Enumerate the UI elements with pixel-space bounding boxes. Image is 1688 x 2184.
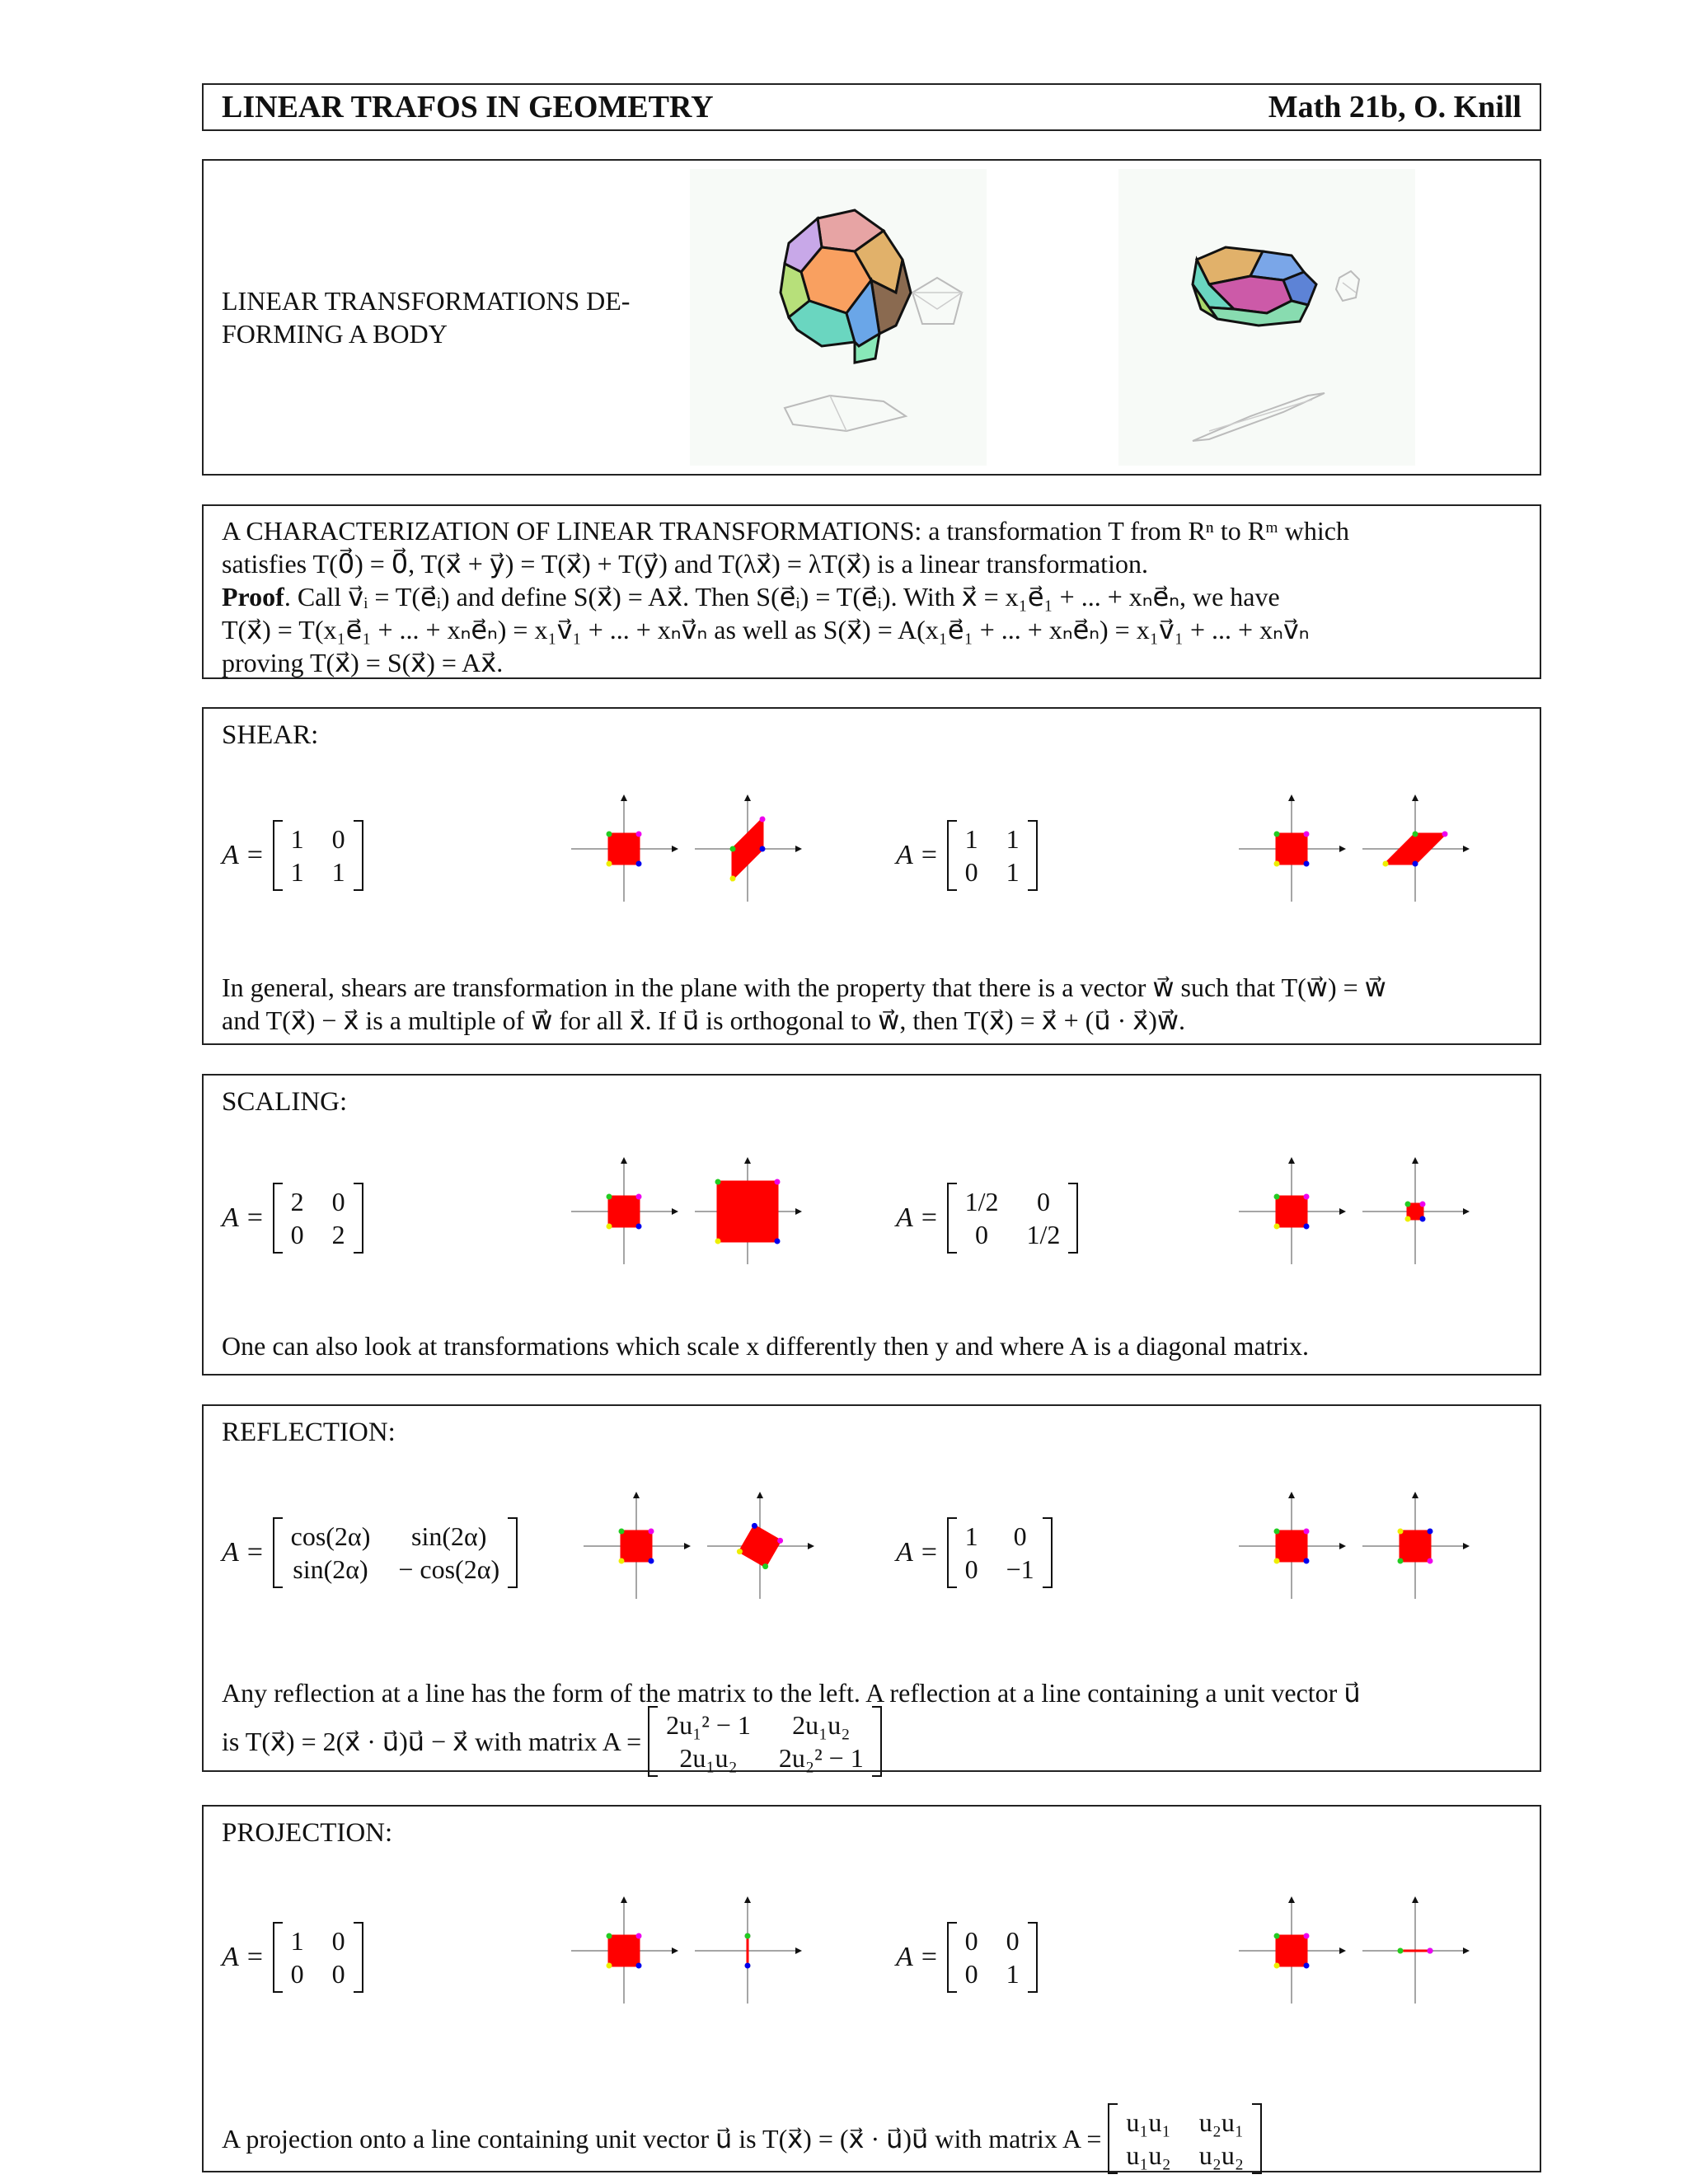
projection-box — [202, 1805, 1541, 2172]
corner-point — [636, 1933, 642, 1939]
corner-point — [1304, 1529, 1310, 1535]
x-axis-arrow — [1339, 846, 1346, 852]
corner-point — [760, 817, 766, 823]
matrix-cell: 0 — [964, 1554, 978, 1584]
matrix-cell: u₂u₁ — [1198, 2107, 1244, 2137]
matrix-lhs: A = — [896, 1537, 939, 1568]
corner-point — [1398, 1529, 1404, 1535]
reflection-plot-1b — [702, 1488, 818, 1604]
corner-point — [1420, 1216, 1426, 1222]
shear-heading: SHEAR: — [222, 720, 319, 750]
corner-point — [636, 861, 642, 867]
matrix-cell: 0 — [331, 824, 345, 854]
matrix-lhs: A = — [896, 840, 939, 870]
corner-point — [1274, 861, 1280, 867]
x-axis-arrow — [808, 1543, 814, 1549]
matrix-cell: 2u₁u₂ — [792, 1710, 851, 1740]
corner-point — [745, 1963, 751, 1969]
matrix-cell: u₁u₂ — [1126, 2140, 1171, 2170]
matrix-cell: 0 — [964, 1959, 978, 1989]
projection-plot-1b — [690, 1893, 805, 2008]
reflection-plot-2b — [1357, 1488, 1473, 1604]
x-axis-arrow — [1339, 1947, 1346, 1954]
projection-plot-2b — [1357, 1893, 1473, 2008]
transformed-square — [718, 1182, 777, 1241]
characterization-line-3 — [222, 580, 1280, 613]
transformed-square — [1277, 1936, 1306, 1966]
matrix-cell: 2 — [290, 1187, 304, 1216]
corner-point — [1428, 1948, 1433, 1954]
corner-point — [636, 1963, 642, 1969]
x-axis-arrow — [684, 1543, 691, 1549]
corner-point — [737, 1549, 743, 1554]
x-axis-arrow — [1463, 1543, 1470, 1549]
corner-point — [1274, 1933, 1280, 1939]
matrix-cell: 2u₁u₂ — [679, 1743, 738, 1773]
shear-text-1: In general, shears are transformation in the plane with the property that there is a vector w⃗ such that T(w⃗) = w⃗ — [222, 972, 1386, 1002]
x-axis-arrow — [1463, 846, 1470, 852]
x-axis-arrow — [672, 846, 678, 852]
transformed-square — [739, 1526, 780, 1566]
corner-point — [1304, 1194, 1310, 1200]
transformed-square — [609, 834, 639, 864]
y-axis-arrow — [633, 1492, 640, 1498]
matrix-cell: 0 — [290, 1959, 304, 1989]
corner-point — [730, 846, 736, 852]
characterization-line-5: proving T(x⃗) = S(x⃗) = Ax⃗. — [222, 648, 504, 677]
matrix-lhs: A = — [896, 1202, 939, 1233]
matrix-lhs: A = — [896, 1942, 939, 1972]
x-axis-arrow — [672, 1208, 678, 1215]
corner-point — [775, 1239, 781, 1244]
matrix-cell: 0 — [331, 1187, 345, 1216]
corner-point — [1383, 861, 1389, 867]
projection-matrix-2 — [896, 1922, 1038, 1993]
shear-plot-1b — [690, 791, 805, 907]
y-axis-arrow — [1412, 1896, 1418, 1903]
matrix-cell: 1 — [964, 1521, 978, 1551]
corner-point — [752, 1523, 757, 1529]
matrix-cell: 0 — [331, 1926, 345, 1956]
matrix-cell: 1 — [290, 824, 304, 854]
corner-point — [760, 846, 766, 852]
reflection-text-1: Any reflection at a line has the form of the matrix to the left. A reflection at a line containing a unit vector u⃗ — [222, 1678, 1361, 1708]
corner-point — [1398, 1558, 1404, 1564]
shear-box — [202, 707, 1541, 1045]
matrix-cell: sin(2α) — [293, 1554, 368, 1584]
corner-point — [1304, 832, 1310, 837]
corner-point — [1304, 1224, 1310, 1230]
proof-text: . Call v⃗ᵢ = T(e⃗ᵢ) and define S(x⃗) = Ax⃗. Then S(e⃗ᵢ) = T(e⃗ᵢ). With x⃗ = x₁e⃗₁ + ... + xₙe⃗ₙ, we have — [284, 582, 1280, 612]
matrix-cell: 1 — [331, 857, 345, 887]
matrix-lhs: A = — [222, 1942, 265, 1972]
corner-point — [1304, 1933, 1310, 1939]
corner-point — [607, 861, 612, 867]
matrix-cell: u₂u₂ — [1198, 2140, 1244, 2170]
characterization-box — [202, 504, 1541, 679]
x-axis-arrow — [672, 1947, 678, 1954]
shear-plot-1a — [566, 791, 682, 907]
y-axis-arrow — [757, 1492, 763, 1498]
shear-text-2: and T(x⃗) − x⃗ is a multiple of w⃗ for all x⃗. If u⃗ is orthogonal to w⃗, then T(x⃗) = x⃗ + (u⃗ · x⃗)w⃗. — [222, 1005, 1186, 1035]
polyhedron-figure-2 — [1118, 169, 1415, 466]
transformed-square — [1400, 1531, 1430, 1561]
projection-plot-1a — [566, 1893, 682, 2008]
matrix-cell: 1 — [1006, 857, 1020, 887]
matrix-lhs: A = — [222, 840, 265, 870]
corner-point — [1413, 832, 1418, 837]
intro-line-1: LINEAR TRANSFORMATIONS DE- — [222, 286, 631, 316]
scaling-plot-1b — [690, 1154, 805, 1269]
scaling-plot-2a — [1234, 1154, 1349, 1269]
matrix-cell: 0 — [331, 1959, 345, 1989]
corner-point — [607, 1194, 612, 1200]
corner-point — [1428, 1529, 1433, 1535]
matrix-cell: 0 — [964, 1926, 978, 1956]
matrix-cell: 1 — [290, 1926, 304, 1956]
corner-point — [636, 1224, 642, 1230]
projection-plot-2a — [1234, 1893, 1349, 2008]
corner-point — [777, 1538, 783, 1544]
matrix-cell: 1 — [290, 857, 304, 887]
corner-point — [636, 1194, 642, 1200]
corner-point — [607, 1224, 612, 1230]
matrix-cell: −1 — [1006, 1554, 1034, 1584]
y-axis-arrow — [1288, 794, 1295, 801]
reflection-plot-1a — [579, 1488, 694, 1604]
matrix-cell: 0 — [1036, 1187, 1050, 1216]
corner-point — [1274, 1963, 1280, 1969]
shear-plot-2b — [1357, 791, 1473, 907]
y-axis-arrow — [744, 1896, 751, 1903]
x-axis-arrow — [1339, 1208, 1346, 1215]
corner-point — [1398, 1948, 1404, 1954]
x-axis-arrow — [795, 1208, 802, 1215]
transformed-square — [1277, 1531, 1306, 1561]
author-label: Math 21b, O. Knill — [1268, 90, 1522, 124]
reflection-matrix-2 — [896, 1517, 1053, 1588]
matrix-cell: 1 — [1006, 1959, 1020, 1989]
projection-heading: PROJECTION: — [222, 1818, 393, 1848]
matrix-cell: 0 — [964, 857, 978, 887]
reflection-box — [202, 1404, 1541, 1772]
corner-point — [619, 1529, 625, 1535]
corner-point — [745, 1933, 751, 1939]
y-axis-arrow — [1288, 1492, 1295, 1498]
matrix-cell: 1/2 — [964, 1187, 999, 1216]
corner-point — [1274, 832, 1280, 837]
characterization-line-2: satisfies T(0⃗) = 0⃗, T(x⃗ + y⃗) = T(x⃗) + T(y⃗) and T(λx⃗) = λT(x⃗) is a linear transformation. — [222, 549, 1148, 579]
corner-point — [649, 1558, 654, 1564]
y-axis-arrow — [621, 794, 627, 801]
matrix-cell: 0 — [1006, 1926, 1020, 1956]
characterization-line-4: T(x⃗) = T(x₁e⃗₁ + ... + xₙe⃗ₙ) = x₁v⃗₁ + ... + xₙv⃗ₙ as well as S(x⃗) = A(x₁e⃗₁ + ... + xₙe⃗ₙ) = x₁v⃗₁ + ... + xₙv⃗ₙ — [222, 615, 1310, 644]
x-axis-arrow — [1339, 1543, 1346, 1549]
transformed-square — [1277, 834, 1306, 864]
corner-point — [619, 1558, 625, 1564]
x-axis-arrow — [1463, 1947, 1470, 1954]
shear-matrix-1 — [222, 820, 363, 891]
projection-text-1 — [222, 2103, 1262, 2174]
scaling-matrix-2 — [896, 1183, 1078, 1254]
x-axis-arrow — [1463, 1208, 1470, 1215]
scaling-box — [202, 1074, 1541, 1376]
corner-point — [607, 1933, 612, 1939]
corner-point — [1274, 1529, 1280, 1535]
corner-point — [1274, 1194, 1280, 1200]
corner-point — [1304, 1963, 1310, 1969]
corner-point — [1420, 1202, 1426, 1207]
y-axis-arrow — [744, 794, 751, 801]
matrix-cell: sin(2α) — [411, 1521, 487, 1551]
corner-point — [1304, 861, 1310, 867]
corner-point — [1304, 1558, 1310, 1564]
intro-box — [202, 159, 1541, 476]
corner-point — [762, 1563, 768, 1569]
y-axis-arrow — [621, 1157, 627, 1164]
corner-point — [1428, 1558, 1433, 1564]
corner-point — [1405, 1202, 1411, 1207]
matrix-cell: 0 — [975, 1220, 989, 1249]
transformed-square — [609, 1197, 639, 1226]
header-box — [202, 83, 1541, 131]
corner-point — [1405, 1216, 1411, 1222]
characterization-line-1: A CHARACTERIZATION OF LINEAR TRANSFORMATIONS: a transformation T from Rⁿ to Rᵐ which — [222, 516, 1349, 546]
transformed-square — [1408, 1204, 1423, 1219]
matrix-cell: 1/2 — [1026, 1220, 1061, 1249]
scaling-matrix-1 — [222, 1183, 363, 1254]
reflection-plot-2a — [1234, 1488, 1349, 1604]
corner-point — [715, 1239, 721, 1244]
matrix-cell: 2u₂² − 1 — [778, 1743, 864, 1773]
y-axis-arrow — [621, 1896, 627, 1903]
scaling-plot-1a — [566, 1154, 682, 1269]
y-axis-arrow — [1412, 794, 1418, 801]
x-axis-arrow — [795, 846, 802, 852]
matrix-cell: cos(2α) — [290, 1521, 371, 1551]
page-title: LINEAR TRAFOS IN GEOMETRY — [222, 90, 714, 124]
corner-point — [1442, 832, 1448, 837]
reflection-text-2-lead: is T(x⃗) = 2(x⃗ · u⃗)u⃗ − x⃗ with matrix A = — [222, 1727, 642, 1756]
projection-matrix-1 — [222, 1922, 363, 1993]
scaling-plot-2b — [1357, 1154, 1473, 1269]
matrix-cell: 2u₁² − 1 — [666, 1710, 751, 1740]
shear-plot-2a — [1234, 791, 1349, 907]
corner-point — [1274, 1224, 1280, 1230]
shear-matrix-2 — [896, 820, 1038, 891]
corner-point — [607, 832, 612, 837]
corner-point — [1413, 861, 1418, 867]
matrix-cell: 0 — [1013, 1521, 1027, 1551]
matrix-lhs: A = — [222, 1537, 265, 1568]
y-axis-arrow — [1412, 1157, 1418, 1164]
y-axis-arrow — [1412, 1492, 1418, 1498]
corner-point — [730, 876, 736, 882]
scaling-text-1: One can also look at transformations which scale x differently then y and where A is a diagonal matrix. — [222, 1331, 1310, 1361]
corner-point — [1274, 1558, 1280, 1564]
transformed-square — [1277, 1197, 1306, 1226]
corner-point — [607, 1963, 612, 1969]
matrix-cell: 1 — [964, 824, 978, 854]
matrix-cell: u₁u₁ — [1126, 2107, 1171, 2137]
corner-point — [715, 1179, 721, 1185]
y-axis-arrow — [1288, 1157, 1295, 1164]
y-axis-arrow — [744, 1157, 751, 1164]
scaling-heading: SCALING: — [222, 1087, 348, 1117]
transformed-square — [621, 1531, 651, 1561]
corner-point — [636, 832, 642, 837]
matrix-cell: − cos(2α) — [398, 1554, 500, 1584]
projection-text-1-lead: A projection onto a line containing unit vector u⃗ is T(x⃗) = (x⃗ · u⃗)u⃗ with matrix A = — [222, 2124, 1102, 2154]
corner-point — [649, 1529, 654, 1535]
x-axis-arrow — [795, 1947, 802, 1954]
transformed-square — [609, 1936, 639, 1966]
intro-line-2: FORMING A BODY — [222, 319, 448, 349]
proof-label: Proof — [222, 582, 284, 612]
matrix-lhs: A = — [222, 1202, 265, 1233]
reflection-text-2 — [222, 1706, 882, 1777]
polyhedron-figure-1 — [690, 169, 987, 466]
y-axis-arrow — [1288, 1896, 1295, 1903]
reflection-matrix-1 — [222, 1517, 518, 1588]
reflection-heading: REFLECTION: — [222, 1418, 396, 1447]
matrix-cell: 2 — [331, 1220, 345, 1249]
matrix-cell: 1 — [1006, 824, 1020, 854]
matrix-cell: 0 — [290, 1220, 304, 1249]
corner-point — [775, 1179, 781, 1185]
